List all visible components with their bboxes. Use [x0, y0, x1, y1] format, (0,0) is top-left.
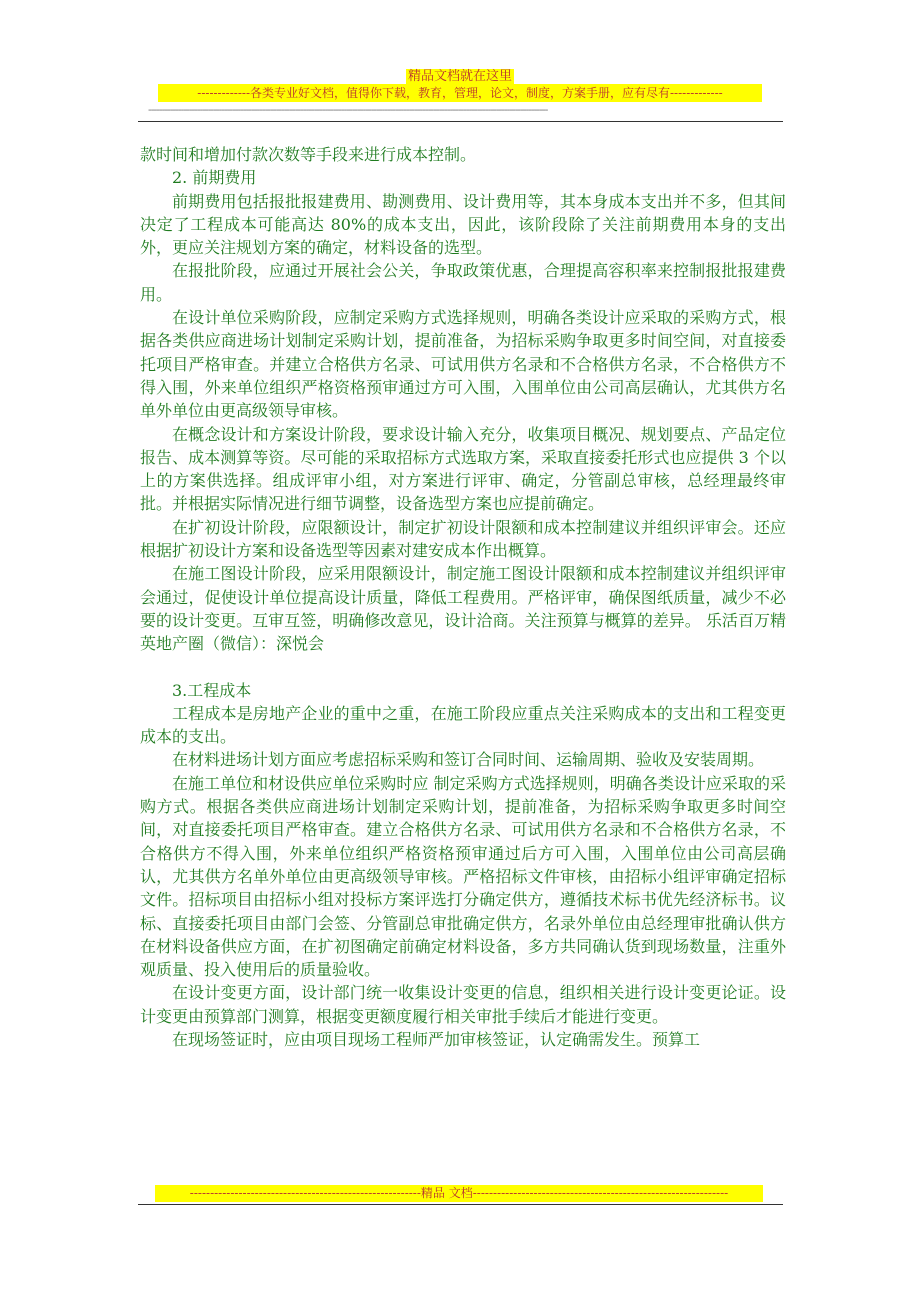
document-body [140, 143, 786, 1051]
paragraph: 在施工图设计阶段，应采用限额设计，制定施工图设计限额和成本控制建议并组织评审会通过，促使设计单位提高设计质量，降低工程费用。严格评审，确保图纸质量，减少不必要的设计变更。互审互签，明确修改意见，设计洽商。关注预算与概算的差异。 乐活百万精英地产圈（微信）：深悦会 [140, 564, 786, 654]
paragraph: 在材料进场计划方面应考虑招标采购和签订合同时间、运输周期、验收及安装周期。 [172, 750, 765, 770]
paragraph: 在设计单位采购阶段，应制定采购方式选择规则，明确各类设计应采取的采购方式，根据各类供应商进场计划制定采购计划，提前准备，为招标采购争取更多时间空间，对直接委托项目严格审查。并建立合格供方名录、可试用供方名录和不合格供方名录，不合格供方不得入围，外来单位组织严格资格预审通过方可入围，入围单位由公司高层确认，尤其供方名单外单位由更高级领导审核。 [140, 308, 786, 421]
paragraph: 在现场签证时，应由项目现场工程师严加审核签证，认定确需发生。预算工 [172, 1029, 701, 1049]
header-title-text: 精品文档就在这里 [407, 69, 512, 84]
paragraph: 在概念设计和方案设计阶段，要求设计输入充分，收集项目概况、规划要点、产品定位报告、成本测算等资。尽可能的采取招标方式选取方案，采取直接委托形式也应提供 3 个以上的方案供选择。组成评审小组，对方案进行评审、确定，分管副总审核，总经理最终审批。并根据实际情况进行细节调整，设备选型方案也应提前确定。 [140, 424, 786, 514]
header-title [0, 65, 920, 84]
blank-line [140, 656, 786, 679]
paragraph: 前期费用包括报批报建费用、勘测费用、设计费用等，其本身成本支出并不多，但其间决定了工程成本可能高达 80%的成本支出，因此，该阶段除了关注前期费用本身的支出外，更应关注规划方案的确定，材料设备的选型。 [140, 191, 786, 258]
footer-banner: ---------------------------------------------------------精品 文档--------------------------------------------------------------- [155, 1185, 763, 1202]
paragraph: 款时间和增加付款次数等手段来进行成本控制。 [140, 145, 477, 164]
section-heading: 2. 前期费用 [172, 168, 257, 188]
header-rule [138, 121, 783, 122]
paragraph: 工程成本是房地产企业的重中之重，在施工阶段应重点关注采购成本的支出和工程变更成本的支出。 [140, 703, 786, 747]
header-dashes: --------------------------------------------------------------------------------------------------------------------------------------------------- [148, 103, 548, 116]
paragraph: 在施工单位和材设供应单位采购时应 制定采购方式选择规则，明确各类设计应采取的采购方式。根据各类供应商进场计划制定采购计划，提前准备，为招标采购争取更多时间空间，对直接委托项目严格审查。建立合格供方名录、可试用供方名录和不合格供方名录，不合格供方不得入围，外来单位组织严格资格预审通过后方可入围，入围单位由公司高层确认，尤其供方名单外单位由更高级领导审核。严格招标文件审核，由招标小组评审确定招标文件。招标项目由招标小组对投标方案评选打分确定供方，遵循技术标书优先经济标书。议标、直接委托项目由部门会签、分管副总审批确定供方，名录外单位由总经理审批确认供方在材料设备供应方面，在扩初图确定前确定材料设备，多方共同确认货到现场数量，注重外观质量、投入使用后的质量验收。 [140, 773, 786, 980]
paragraph: 在扩初设计阶段，应限额设计，制定扩初设计限额和成本控制建议并组织评审会。还应根据扩初设计方案和设备选型等因素对建安成本作出概算。 [140, 517, 786, 561]
section-heading: 3.工程成本 [172, 680, 252, 700]
header-banner: -------------各类专业好文档，值得你下载，教育，管理，论文，制度，方案手册，应有尽有------------- [158, 84, 762, 102]
paragraph: 在设计变更方面，设计部门统一收集设计变更的信息，组织相关进行设计变更论证。设计变更由预算部门测算，根据变更额度履行相关审批手续后才能进行变更。 [140, 983, 786, 1026]
paragraph: 在报批阶段，应通过开展社会公关，争取政策优惠，合理提高容积率来控制报批报建费用。 [140, 261, 786, 304]
footer-rule [138, 1204, 783, 1205]
